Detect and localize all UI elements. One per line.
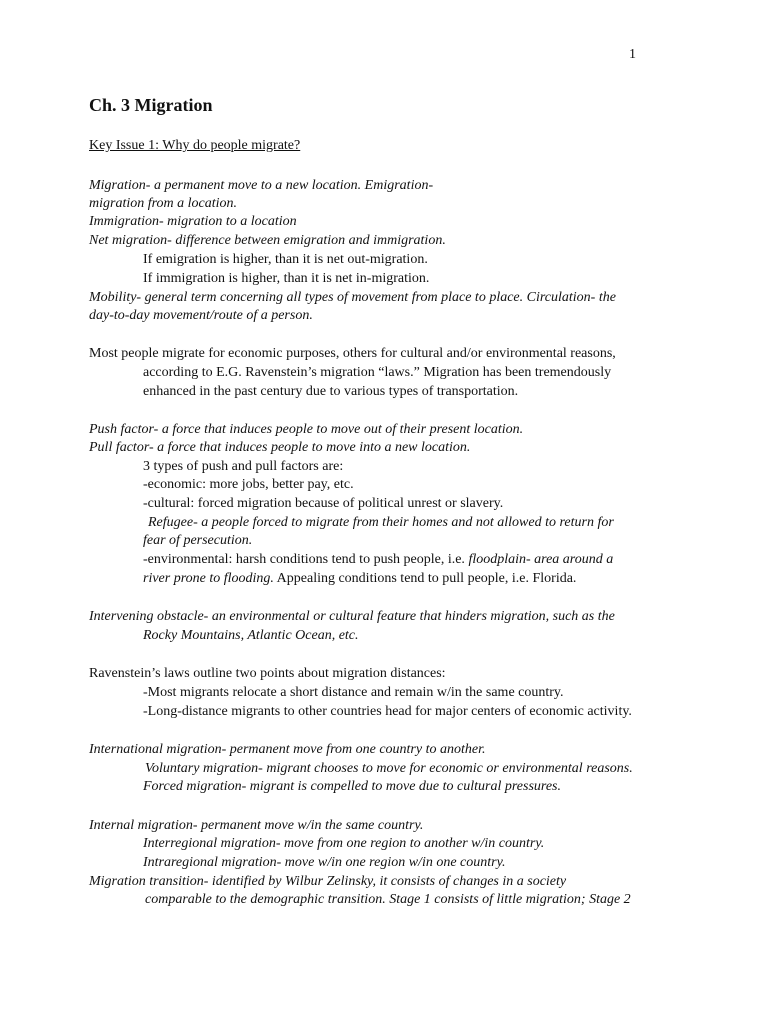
text-line: If emigration is higher, than it is net out-migration. bbox=[143, 252, 428, 267]
text-line: Most people migrate for economic purposes, others for cultural and/or environmental reasons, bbox=[89, 346, 616, 361]
text-line: Interregional migration- move from one region to another w/in country. bbox=[143, 836, 545, 851]
text-line: Immigration- migration to a location bbox=[89, 214, 297, 229]
text-segment: floodplain- area around a bbox=[468, 552, 614, 567]
text-line: 3 types of push and pull factors are: bbox=[143, 459, 344, 474]
text-line: Migration- a permanent move to a new location. Emigration- bbox=[89, 178, 434, 193]
text-segment: Appealing conditions tend to pull people, i.e. Florida. bbox=[273, 571, 577, 586]
text-line: -Most migrants relocate a short distance and remain w/in the same country. bbox=[143, 685, 564, 700]
text-line: migration from a location. bbox=[89, 196, 238, 211]
page-number: 1 bbox=[629, 47, 636, 62]
text-line: fear of persecution. bbox=[143, 533, 253, 548]
text-line: Pull factor- a force that induces people to move into a new location. bbox=[89, 440, 471, 455]
text-line: Migration transition- identified by Wilbur Zelinsky, it consists of changes in a society bbox=[89, 874, 567, 889]
text-line: If immigration is higher, than it is net in-migration. bbox=[143, 271, 430, 286]
text-segment: -environmental: harsh conditions tend to push people, i.e. bbox=[143, 552, 469, 567]
text-line: Mobility- general term concerning all types of movement from place to place. Circulation- the bbox=[89, 290, 616, 305]
text-segment: river prone to flooding. bbox=[143, 571, 274, 586]
text-line: Rocky Mountains, Atlantic Ocean, etc. bbox=[143, 628, 359, 643]
text-line: day-to-day movement/route of a person. bbox=[89, 308, 313, 323]
text-line bbox=[143, 570, 576, 588]
text-line: Ravenstein’s laws outline two points about migration distances: bbox=[89, 666, 446, 681]
text-line: Intraregional migration- move w/in one region w/in one country. bbox=[143, 855, 506, 870]
text-line: Intervening obstacle- an environmental or cultural feature that hinders migration, such as the bbox=[89, 609, 615, 624]
text-line: Net migration- difference between emigration and immigration. bbox=[89, 233, 446, 248]
text-line: -cultural: forced migration because of political unrest or slavery. bbox=[143, 496, 504, 511]
text-line: Push factor- a force that induces people to move out of their present location. bbox=[89, 422, 524, 437]
text-line: -economic: more jobs, better pay, etc. bbox=[143, 477, 354, 492]
text-line: enhanced in the past century due to various types of transportation. bbox=[143, 384, 519, 399]
text-line: according to E.G. Ravenstein’s migration “laws.” Migration has been tremendously bbox=[143, 365, 612, 380]
text-line: Internal migration- permanent move w/in the same country. bbox=[89, 818, 424, 833]
key-issue-heading: Key Issue 1: Why do people migrate? bbox=[89, 138, 301, 153]
text-line: International migration- permanent move from one country to another. bbox=[89, 742, 486, 757]
text-line: comparable to the demographic transition. Stage 1 consists of little migration; Stage 2 bbox=[145, 892, 631, 907]
text-line bbox=[143, 551, 613, 569]
text-line: Refugee- a people forced to migrate from their homes and not allowed to return for bbox=[148, 515, 614, 530]
text-line: -Long-distance migrants to other countries head for major centers of economic activity. bbox=[143, 704, 632, 719]
chapter-title: Ch. 3 Migration bbox=[89, 95, 213, 115]
text-line: Forced migration- migrant is compelled to move due to cultural pressures. bbox=[143, 779, 561, 794]
text-line: Voluntary migration- migrant chooses to move for economic or environmental reasons. bbox=[145, 761, 633, 776]
